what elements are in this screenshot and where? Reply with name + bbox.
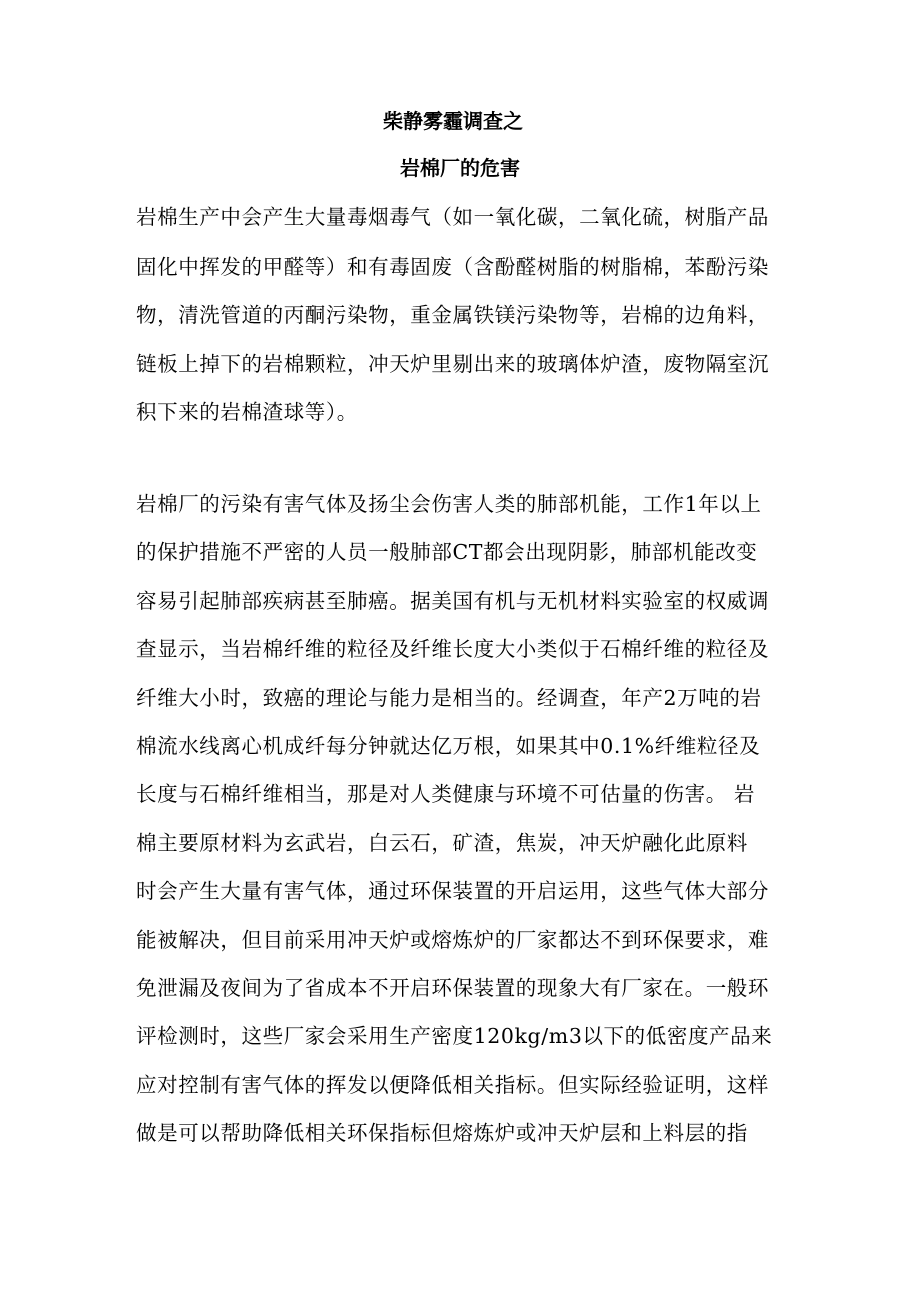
- paragraph-line: 做是可以帮助降低相关环保指标但熔炼炉或冲天炉层和上料层的指: [136, 1121, 748, 1145]
- document-title-line-1: 柴静雾霾调查之: [383, 109, 523, 133]
- paragraph-line: 应对控制有害气体的挥发以便降低相关指标。但实际经验证明，这样: [136, 1073, 769, 1097]
- paragraph-line: 岩棉厂的污染有害气体及扬尘会伤害人类的肺部机能，工作1年以上: [136, 492, 762, 516]
- paragraph-line: 时会产生大量有害气体，通过环保装置的开启运用，这些气体大部分: [136, 879, 769, 903]
- paragraph-line: 积下来的岩棉渣球等）。: [136, 400, 358, 424]
- paragraph-line: 纤维大小时，致癌的理论与能力是相当的。经调查，年产2万吨的岩: [136, 686, 762, 710]
- paragraph-line: 固化中挥发的甲醛等）和有毒固废（含酚醛树脂的树脂棉，苯酚污染: [136, 255, 769, 279]
- paragraph-line: 评检测时，这些厂家会采用生产密度120kg/m3以下的低密度产品来: [136, 1024, 773, 1048]
- document-title-line-2: 岩棉厂的危害: [400, 156, 520, 180]
- paragraph-line: 物，清洗管道的丙酮污染物，重金属铁镁污染物等，岩棉的边角料，: [136, 303, 769, 327]
- paragraph-line: 查显示，当岩棉纤维的粒径及纤维长度大小类似于石棉纤维的粒径及: [136, 637, 769, 661]
- paragraph-line: 棉流水线离心机成纤每分钟就达亿万根，如果其中0.1%纤维粒径及: [136, 734, 761, 758]
- paragraph-line: 能被解决，但目前采用冲天炉或熔炼炉的厂家都达不到环保要求，难: [136, 928, 769, 952]
- paragraph-line: 免泄漏及夜间为了省成本不开启环保装置的现象大有厂家在。一般环: [136, 976, 769, 1000]
- paragraph-line: 链板上掉下的岩棉颗粒，冲天炉里剔出来的玻璃体炉渣，废物隔室沉: [136, 352, 769, 376]
- paragraph-line: 棉主要原材料为玄武岩，白云石，矿渣，焦炭，冲天炉融化此原料: [136, 831, 748, 855]
- paragraph-line: 的保护措施不严密的人员一般肺部CT都会出现阴影，肺部机能改变: [136, 540, 758, 564]
- paragraph-line: 岩棉生产中会产生大量毒烟毒气（如一氧化碳，二氧化硫，树脂产品: [136, 205, 769, 229]
- paragraph-line: 长度与石棉纤维相当，那是对人类健康与环境不可估量的伤害。 岩: [136, 782, 756, 806]
- paragraph-line: 容易引起肺部疾病甚至肺癌。据美国有机与无机材料实验室的权威调: [136, 589, 769, 613]
